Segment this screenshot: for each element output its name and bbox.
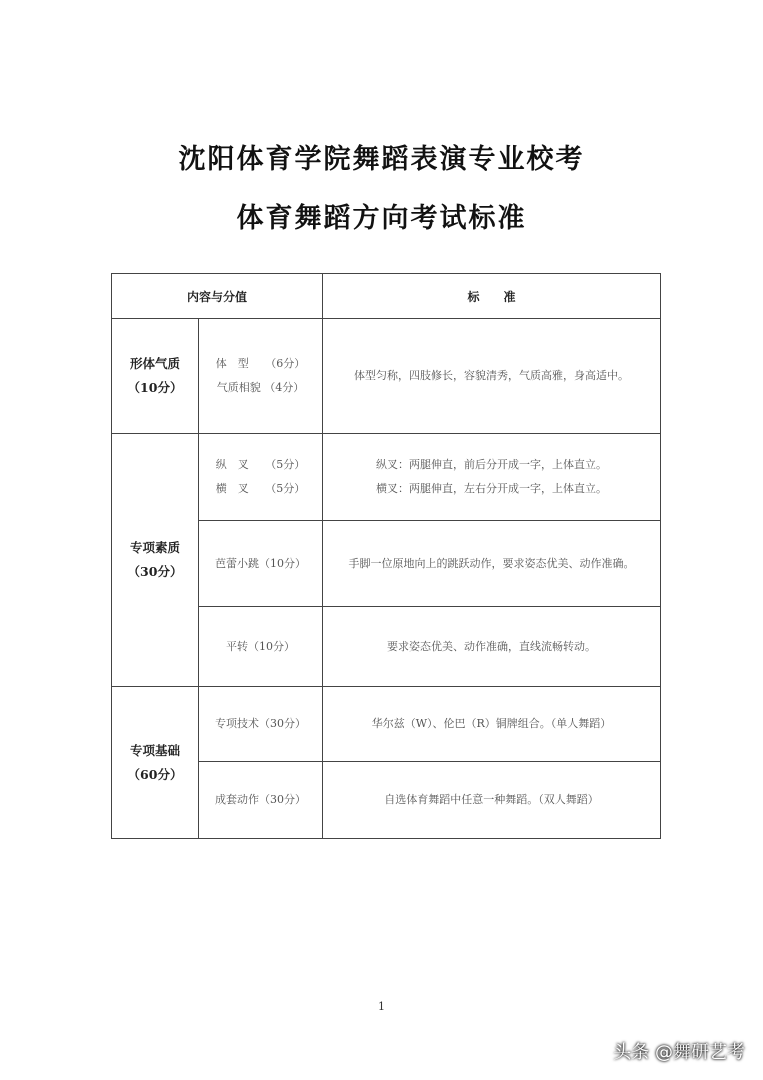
item-cell: 成套动作（30分） [199,762,323,839]
header-standard: 标 准 [323,274,661,319]
table-row [112,434,661,521]
standard-cell: 要求姿态优美、动作准确，直线流畅转动。 [323,607,661,687]
standard-cell: 手脚一位原地向上的跳跃动作，要求姿态优美、动作准确。 [323,521,661,607]
document-title: 沈阳体育学院舞蹈表演专业校考 [178,144,585,175]
table-row [112,687,661,762]
table-row [112,319,661,434]
standards-table [111,273,661,839]
item-cell: 体 型 （6分） 气质相貌 （4分） [199,319,323,434]
item-cell: 专项技术（30分） [199,687,323,762]
header-content: 内容与分值 [112,274,323,319]
standard-cell: 自选体育舞蹈中任意一种舞蹈。（双人舞蹈） [323,762,661,839]
item-cell: 纵 叉 （5分） 横 叉 （5分） [199,434,323,521]
category-cell: 专项素质 （30分） [112,434,199,687]
item-cell: 芭蕾小跳（10分） [199,521,323,607]
category-cell: 专项基础 （60分） [112,687,199,839]
standard-cell: 纵叉：两腿伸直，前后分开成一字，上体直立。 横叉：两腿伸直，左右分开成一字，上体直立。 [323,434,661,521]
watermark: 头条 @舞研艺考 [613,1042,745,1063]
item-cell: 平转（10分） [199,607,323,687]
document-subtitle: 体育舞蹈方向考试标准 [236,203,527,234]
standard-cell: 体型匀称，四肢修长，容貌清秀，气质高雅，身高适中。 [323,319,661,434]
table-header-row [112,274,661,319]
standard-cell: 华尔兹（W）、伦巴（R）铜牌组合。（单人舞蹈） [323,687,661,762]
category-cell: 形体气质 （10分） [112,319,199,434]
page-number: 1 [378,1000,385,1013]
